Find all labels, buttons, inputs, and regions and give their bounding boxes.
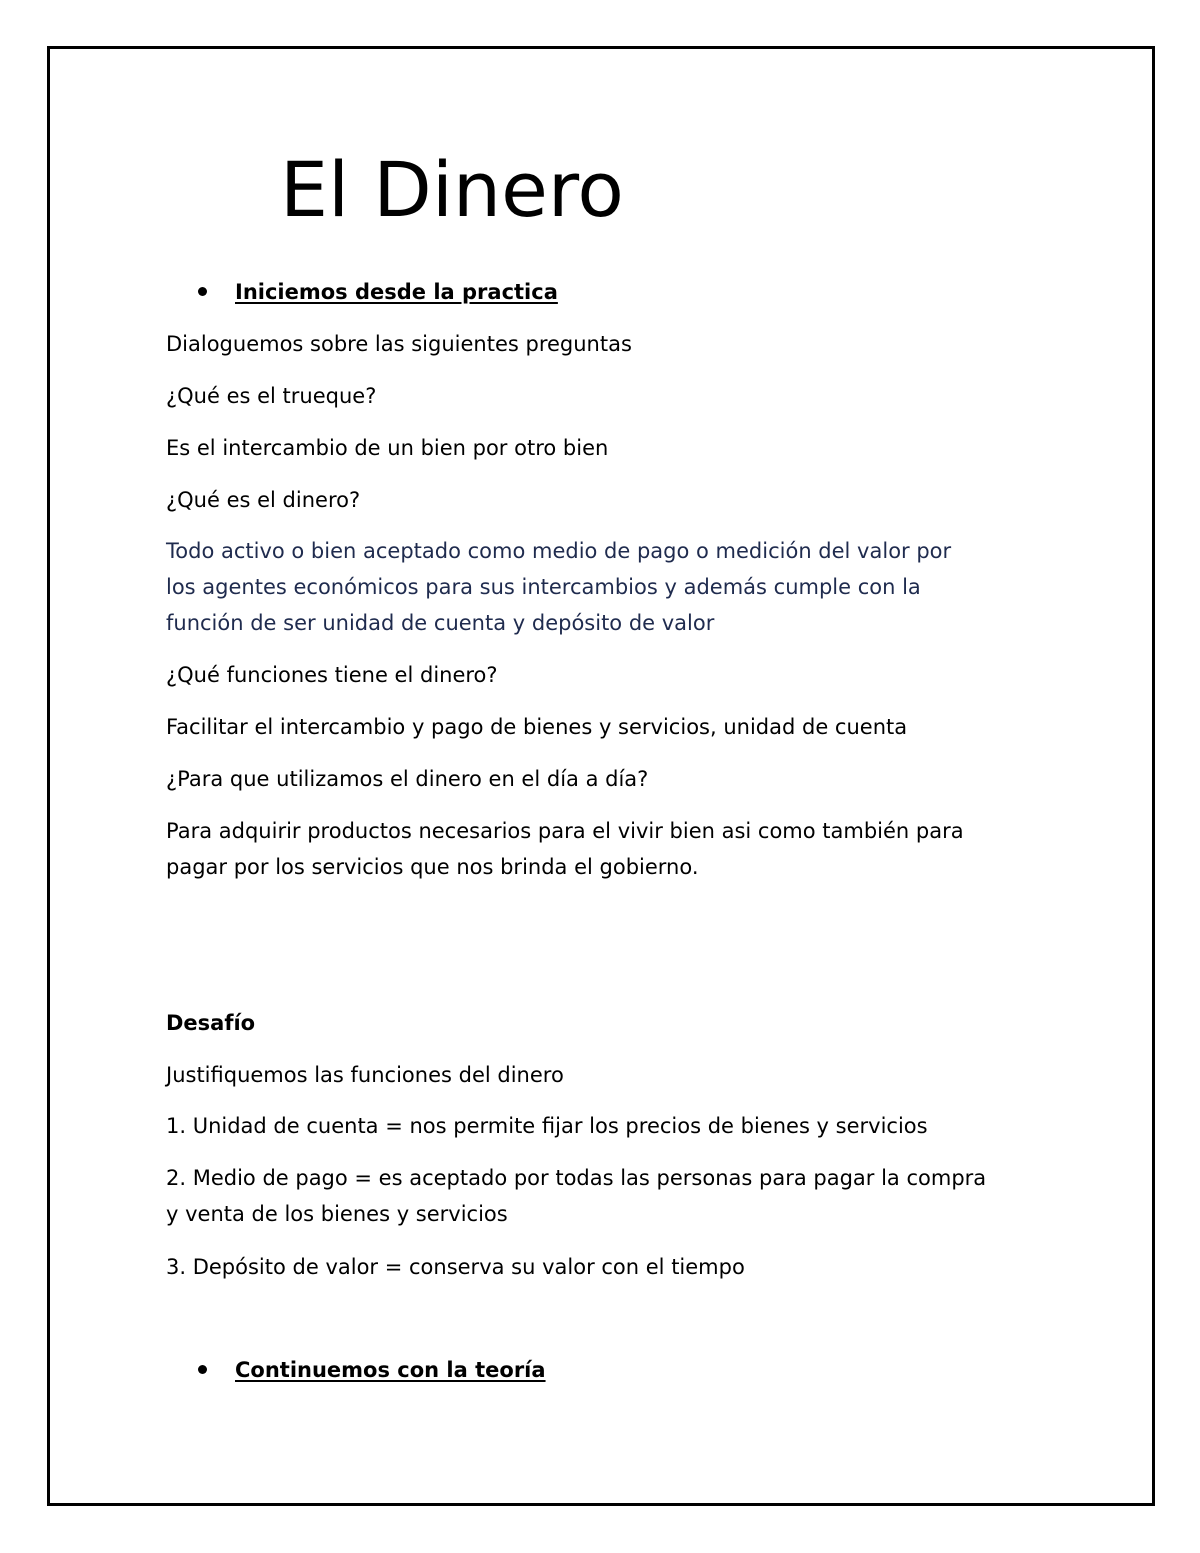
challenge-intro: Justifiquemos las funciones del dinero: [166, 1063, 564, 1087]
answer-dinero-line-1: Todo activo o bien aceptado como medio de pago o medición del valor por: [166, 539, 952, 563]
function-item-3: 3. Depósito de valor = conserva su valor con el tiempo: [166, 1255, 745, 1279]
answer-funciones: Facilitar el intercambio y pago de bienes y servicios, unidad de cuenta: [166, 715, 908, 739]
question-uso-diario: ¿Para que utilizamos el dinero en el día a día?: [166, 767, 649, 791]
intro-text: Dialoguemos sobre las siguientes preguntas: [166, 332, 632, 356]
question-trueque: ¿Qué es el trueque?: [166, 384, 377, 408]
function-item-2-line-1: 2. Medio de pago = es aceptado por todas las personas para pagar la compra: [166, 1166, 987, 1190]
answer-dinero-line-3: función de ser unidad de cuenta y depósito de valor: [166, 611, 715, 635]
answer-trueque: Es el intercambio de un bien por otro bien: [166, 436, 609, 460]
challenge-heading: Desafío: [166, 1011, 256, 1035]
bullet-item-teoria: [198, 1352, 546, 1388]
question-dinero: ¿Qué es el dinero?: [166, 488, 361, 512]
question-funciones: ¿Qué funciones tiene el dinero?: [166, 663, 498, 687]
document-title: El Dinero: [280, 145, 624, 234]
answer-uso-diario-line-2: pagar por los servicios que nos brinda el gobierno.: [166, 855, 699, 879]
function-item-1: 1. Unidad de cuenta = nos permite fijar los precios de bienes y servicios: [166, 1114, 928, 1138]
function-item-2-line-2: y venta de los bienes y servicios: [166, 1202, 508, 1226]
section-heading-practica: Iniciemos desde la practica: [235, 280, 558, 304]
answer-dinero-line-2: los agentes económicos para sus intercambios y además cumple con la: [166, 575, 921, 599]
bullet-icon: [198, 1365, 207, 1374]
bullet-item-practica: [198, 274, 558, 310]
answer-uso-diario-line-1: Para adquirir productos necesarios para el vivir bien asi como también para: [166, 819, 964, 843]
bullet-icon: [198, 287, 207, 296]
section-heading-teoria: Continuemos con la teoría: [235, 1358, 546, 1382]
